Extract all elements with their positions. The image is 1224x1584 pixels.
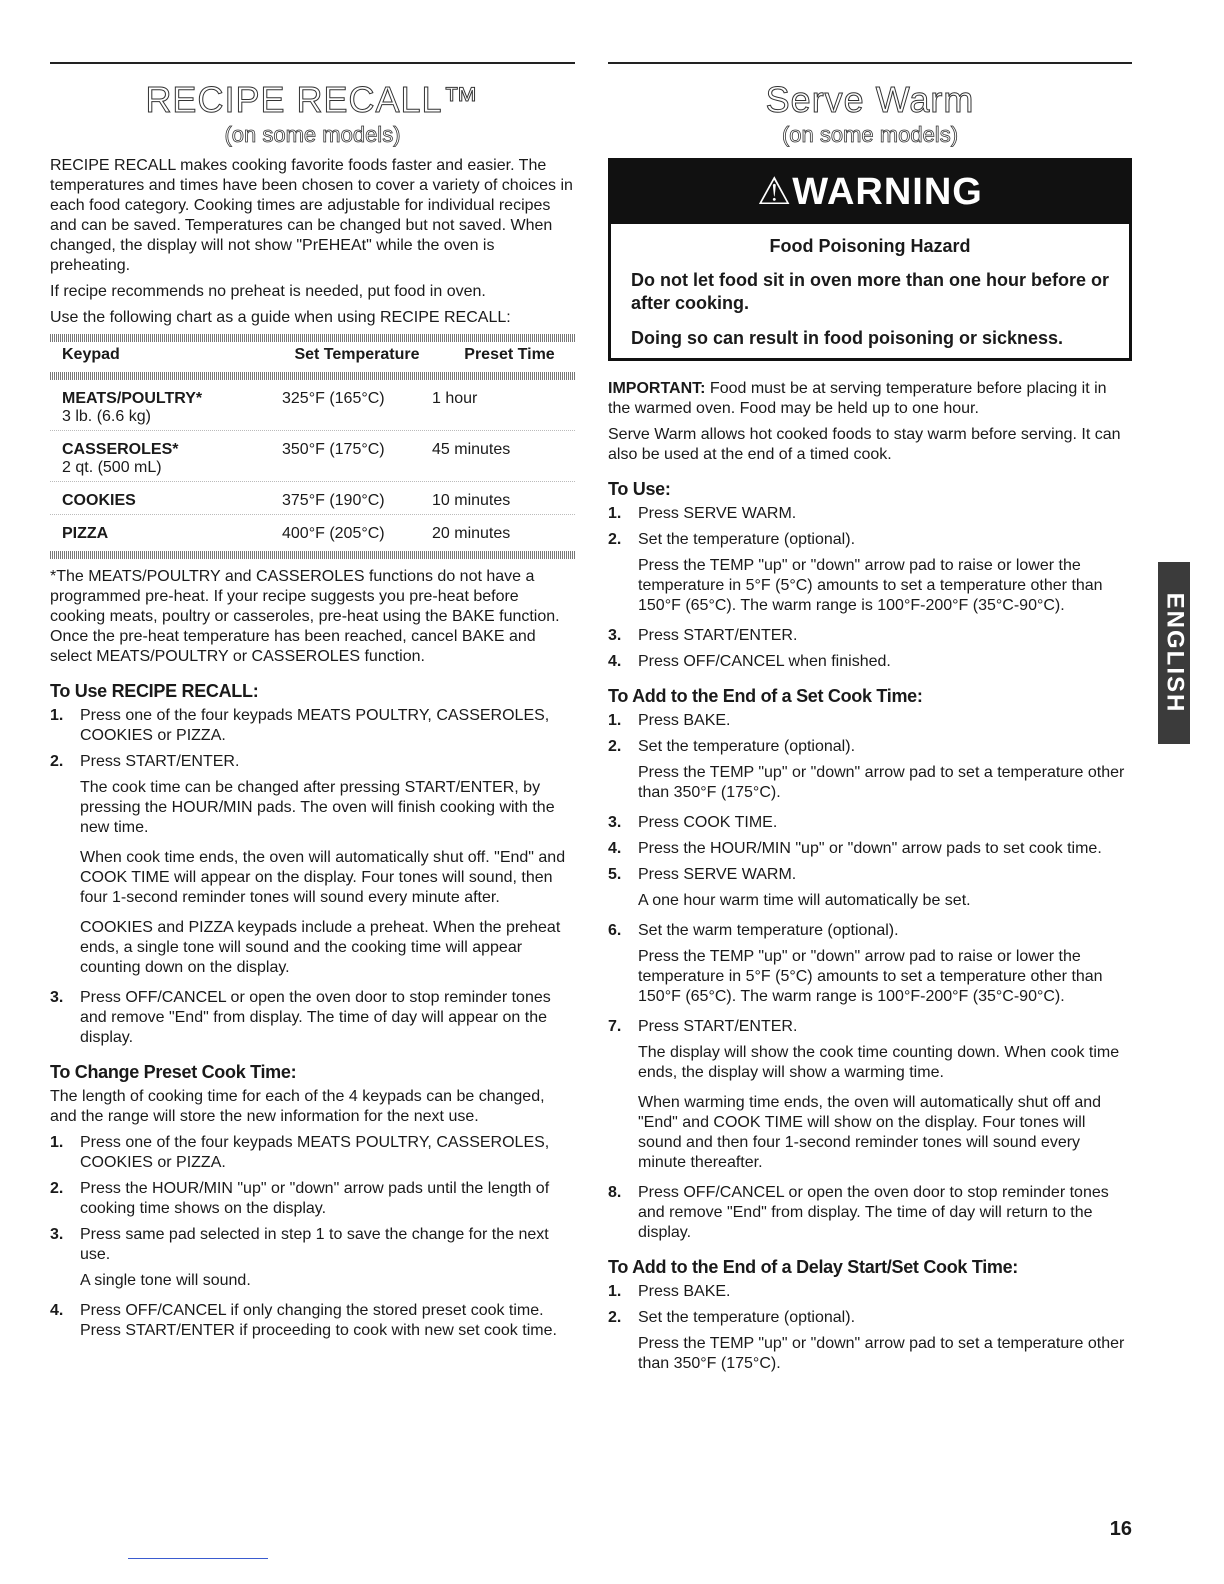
step-note: The display will show the cook time counting down. When cook time ends, the display will show a warming time.: [638, 1044, 1120, 1081]
important-label: IMPORTANT:: [608, 380, 706, 397]
step-text: Press one of the four keypads MEATS POULTRY, CASSEROLES, COOKIES or PIZZA.: [80, 707, 550, 744]
keypad-temp: 350°F (175°C): [282, 441, 385, 458]
step-note: A one hour warm time will automatically be set.: [638, 892, 971, 909]
list-item: [608, 1183, 1132, 1243]
top-rule: [608, 62, 1132, 64]
recipe-recall-section: [50, 62, 575, 1347]
step-number: 1.: [50, 1134, 64, 1151]
table-row: [50, 380, 575, 431]
intro-paragraph: Use the following chart as a guide when using RECIPE RECALL:: [50, 309, 511, 326]
list-item: [50, 988, 575, 1048]
step-number: 3.: [50, 989, 64, 1006]
step-text: Set the warm temperature (optional).: [638, 922, 899, 939]
step-note: Press the TEMP "up" or "down" arrow pad to set a temperature other than 350°F (175°C).: [638, 1335, 1125, 1372]
step-note: When warming time ends, the oven will automatically shut off and "End" and COOK TIME will show on the display. Four tones will sound and then four 1-second reminder tones will sound every minute thereafter.: [638, 1094, 1102, 1171]
step-text: Press OFF/CANCEL if only changing the stored preset cook time. Press START/ENTER if proceeding to cook with new set cook time.: [80, 1302, 557, 1339]
keypad-size: 3 lb. (6.6 kg): [62, 408, 151, 425]
step-text: Press same pad selected in step 1 to save the change for the next use.: [80, 1226, 549, 1263]
step-number: 2.: [50, 753, 64, 770]
list-item: [608, 504, 1132, 524]
step-number: 5.: [608, 866, 622, 883]
keypad-name: COOKIES: [62, 492, 136, 509]
step-text: Press START/ENTER.: [638, 1018, 798, 1035]
delay-start-heading: To Add to the End of a Delay Start/Set Cook Time:: [608, 1257, 1019, 1277]
recipe-recall-subtitle: (on some models): [224, 122, 401, 147]
keypad-name: MEATS/POULTRY*: [62, 390, 203, 407]
list-item: [50, 706, 575, 746]
table-footnote: *The MEATS/POULTRY and CASSEROLES functions do not have a programmed pre-heat. If your recipe suggests you pre-heat before cooking meats, poultry or casseroles, pre-heat using the BAKE function. Once the pre-heat temperature has been reached, cancel BAKE and select MEATS/POULTRY or CASSEROLES function.: [50, 568, 560, 665]
list-item: [608, 865, 1132, 885]
use-recipe-recall-heading: To Use RECIPE RECALL:: [50, 681, 259, 701]
step-number: 4.: [50, 1302, 64, 1319]
step-number: 1.: [608, 505, 622, 522]
list-item: [608, 813, 1132, 833]
change-intro: The length of cooking time for each of the 4 keypads can be changed, and the range will store the new information for the next use.: [50, 1088, 545, 1125]
step-text: Press START/ENTER.: [638, 627, 798, 644]
step-text: Set the temperature (optional).: [638, 738, 856, 755]
step-text: Press OFF/CANCEL or open the oven door to stop reminder tones and remove "End" from display. The time of day will appear on the display.: [80, 989, 551, 1046]
header-temperature: Set Temperature: [294, 346, 420, 363]
table-divider: [50, 334, 575, 342]
keypad-time: 1 hour: [432, 390, 478, 407]
list-item: [50, 1179, 575, 1219]
step-number: 2.: [50, 1180, 64, 1197]
step-note: Press the TEMP "up" or "down" arrow pad to raise or lower the temperature in 5°F (5°C) amounts to set a temperature other than 150°F (65°C). The warm range is 100°F-200°F (35°C-90°C).: [638, 557, 1103, 614]
list-item: [608, 1017, 1132, 1037]
step-number: 6.: [608, 922, 622, 939]
step-number: 4.: [608, 840, 622, 857]
step-note: The cook time can be changed after pressing START/ENTER, by pressing the HOUR/MIN pads. The oven will finish cooking with the new time.: [80, 779, 555, 836]
step-note: Press the TEMP "up" or "down" arrow pad to raise or lower the temperature in 5°F (5°C) amounts to set a temperature other than 150°F (65°C). The warm range is 100°F-200°F (35°C-90°C).: [638, 948, 1103, 1005]
warning-text: Doing so can result in food poisoning or sickness.: [631, 328, 1064, 348]
important-paragraph: [608, 379, 1132, 419]
step-number: 8.: [608, 1184, 622, 1201]
step-number: 4.: [608, 653, 622, 670]
serve-warm-subtitle: (on some models): [781, 122, 959, 147]
important-text: Food must be at serving temperature before placing it in the warmed oven. Food may be held up to one hour.: [608, 380, 1107, 417]
step-number: 3.: [608, 627, 622, 644]
keypad-temp: 325°F (165°C): [282, 390, 385, 407]
keypad-temp: 400°F (205°C): [282, 525, 385, 542]
step-number: 1.: [608, 1283, 622, 1300]
list-item: [608, 1308, 1132, 1328]
step-text: Press OFF/CANCEL or open the oven door to stop reminder tones and remove "End" from display. The time of day will return to the display.: [638, 1184, 1109, 1241]
keypad-temp: 375°F (190°C): [282, 492, 385, 509]
step-number: 1.: [608, 712, 622, 729]
list-item: [50, 752, 575, 772]
keypad-name: CASSEROLES*: [62, 441, 179, 458]
step-text: Press SERVE WARM.: [638, 866, 797, 883]
step-text: Press BAKE.: [638, 1283, 731, 1300]
list-item: [50, 1133, 575, 1173]
step-number: 2.: [608, 738, 622, 755]
keypad-name: PIZZA: [62, 525, 109, 542]
intro-paragraph: If recipe recommends no preheat is needed, put food in oven.: [50, 283, 486, 300]
list-item: [608, 652, 1132, 672]
step-text: Press COOK TIME.: [638, 814, 778, 831]
step-text: Press BAKE.: [638, 712, 731, 729]
table-header: [50, 342, 575, 372]
step-number: 1.: [50, 707, 64, 724]
step-number: 3.: [608, 814, 622, 831]
header-time: Preset Time: [464, 346, 555, 363]
hazard-title: Food Poisoning Hazard: [769, 236, 971, 256]
step-note: Press the TEMP "up" or "down" arrow pad to set a temperature other than 350°F (175°C).: [638, 764, 1125, 801]
table-row: [50, 515, 575, 551]
serve-warm-title: Serve Warm: [765, 79, 975, 120]
step-number: 2.: [608, 531, 622, 548]
set-cook-time-heading: To Add to the End of a Set Cook Time:: [608, 686, 923, 706]
list-item: [50, 1225, 575, 1265]
recipe-recall-title: RECIPE RECALL™: [145, 79, 480, 120]
table-row: [50, 431, 575, 482]
warning-header: ⚠WARNING: [611, 161, 1129, 224]
list-item: [50, 1301, 575, 1341]
warning-box: [608, 158, 1132, 361]
list-item: [608, 921, 1132, 941]
to-use-heading: To Use:: [608, 479, 671, 499]
language-label: ENGLISH: [1161, 592, 1188, 714]
keypad-time: 20 minutes: [432, 525, 511, 542]
recipe-table: [50, 334, 575, 559]
warning-text: Do not let food sit in oven more than one hour before or after cooking.: [631, 270, 1110, 313]
step-text: Press SERVE WARM.: [638, 505, 797, 522]
table-divider: [50, 551, 575, 559]
serve-warm-description: Serve Warm allows hot cooked foods to stay warm before serving. It can also be used at the end of a timed cook.: [608, 426, 1121, 463]
step-number: 7.: [608, 1018, 622, 1035]
intro-paragraph: RECIPE RECALL makes cooking favorite foods faster and easier. The temperatures and times have been chosen to cover a variety of choices in each food category. Cooking times are adjustable for individual recipes and can be saved. Temperatures can be changed but not saved. When changed, the display will not show "PrEHEAt" while the oven is preheating.: [50, 157, 573, 274]
list-item: [608, 626, 1132, 646]
list-item: [608, 711, 1132, 731]
step-note: COOKIES and PIZZA keypads include a preheat. When the preheat ends, a single tone will sound and the cooking time will appear counting down on the display.: [80, 919, 561, 976]
header-keypad: Keypad: [62, 346, 120, 363]
top-rule: [50, 62, 575, 64]
keypad-size: 2 qt. (500 mL): [62, 459, 162, 476]
serve-warm-section: [608, 62, 1132, 1384]
table-row: [50, 482, 575, 515]
step-text: Press START/ENTER.: [80, 753, 240, 770]
page-number: 16: [1109, 1518, 1132, 1540]
keypad-time: 10 minutes: [432, 492, 511, 509]
change-preset-heading: To Change Preset Cook Time:: [50, 1062, 297, 1082]
list-item: [608, 839, 1132, 859]
step-note: When cook time ends, the oven will automatically shut off. "End" and COOK TIME will appear on the display. Four tones will sound, then four 1-second reminder tones will sound every minute after.: [80, 849, 566, 906]
step-number: 2.: [608, 1309, 622, 1326]
language-side-tab: [1158, 562, 1190, 744]
keypad-time: 45 minutes: [432, 441, 511, 458]
list-item: [608, 1282, 1132, 1302]
footer-line: [128, 1558, 268, 1559]
step-text: Press the HOUR/MIN "up" or "down" arrow pads to set cook time.: [638, 840, 1102, 857]
step-text: Set the temperature (optional).: [638, 531, 856, 548]
step-text: Set the temperature (optional).: [638, 1309, 856, 1326]
list-item: [608, 530, 1132, 550]
step-text: Press OFF/CANCEL when finished.: [638, 653, 891, 670]
list-item: [608, 737, 1132, 757]
step-text: Press the HOUR/MIN "up" or "down" arrow pads until the length of cooking time shows on the display.: [80, 1180, 550, 1217]
step-number: 3.: [50, 1226, 64, 1243]
step-note: A single tone will sound.: [80, 1272, 251, 1289]
step-text: Press one of the four keypads MEATS POULTRY, CASSEROLES, COOKIES or PIZZA.: [80, 1134, 550, 1171]
table-divider: [50, 372, 575, 380]
